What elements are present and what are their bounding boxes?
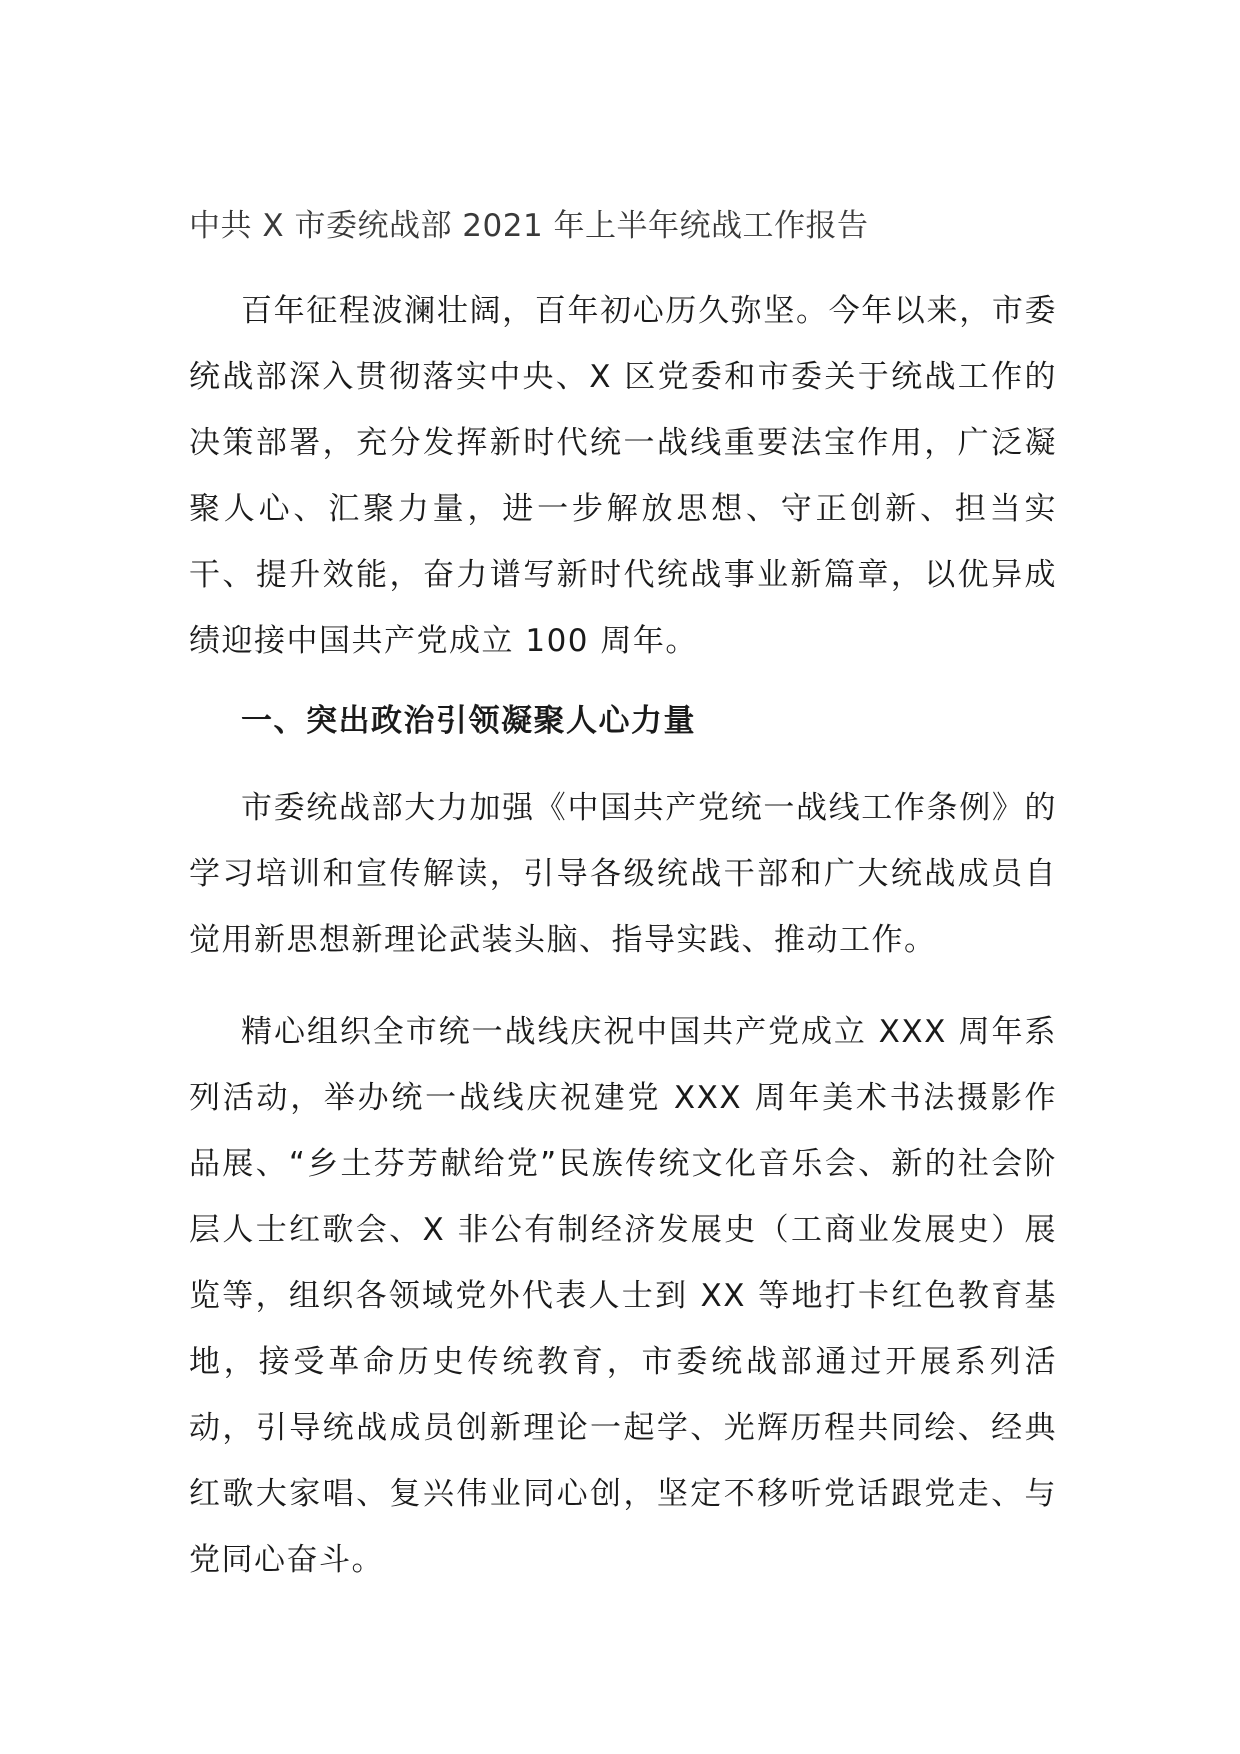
document-title: 中共 X 市委统战部 2021 年上半年统战工作报告 [189,208,869,244]
body-paragraph: 市委统战部大力加强《中国共产党统一战线工作条例》的学习培训和宣传解读，引导各级统战干部和广大统战成员自觉用新思想新理论武装头脑、指导实践、推动工作。 [189,790,1057,958]
section-heading: 一、突出政治引领凝聚人心力量 [241,703,696,739]
intro-paragraph: 百年征程波澜壮阔，百年初心历久弥坚。今年以来，市委统战部深入贯彻落实中央、X 区党委和市委关于统战工作的决策部署，充分发挥新时代统一战线重要法宝作用，广泛凝聚人心、汇聚力量，进一步解放思想、守正创新、担当实干、提升效能，奋力谱写新时代统战事业新篇章，以优异成绩迎接中国共产党成立 100 周年。 [189,293,1057,659]
body-paragraph: 精心组织全市统一战线庆祝中国共产党成立 XXX 周年系列活动，举办统一战线庆祝建党 XXX 周年美术书法摄影作品展、“乡土芬芳献给党”民族传统文化音乐会、新的社会阶层人士红歌会、X 非公有制经济发展史（工商业发展史）展览等，组织各领域党外代表人士到 XX 等地打卡红色教育基地，接受革命历史传统教育，市委统战部通过开展系列活动，引导统战成员创新理论一起学、光辉历程共同绘、经典红歌大家唱、复兴伟业同心创，坚定不移听党话跟党走、与党同心奋斗。 [189,1014,1057,1578]
